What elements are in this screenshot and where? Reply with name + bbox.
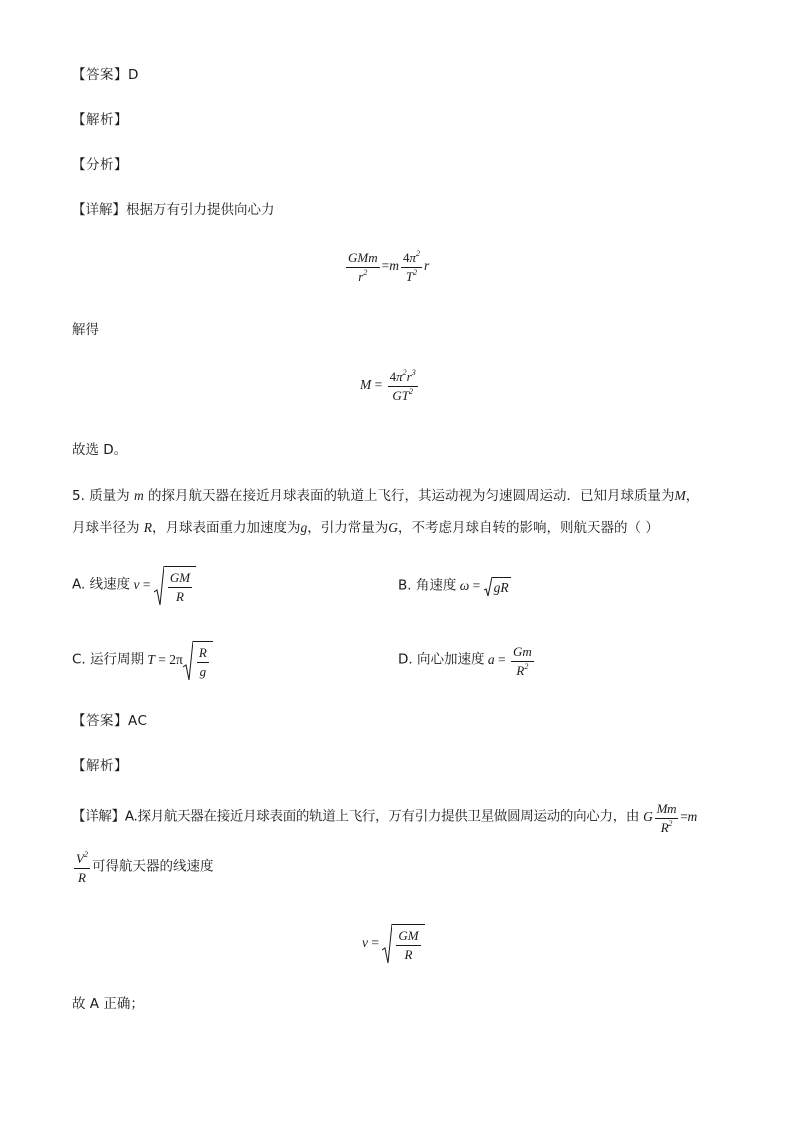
answer-value-2: AC (128, 713, 148, 729)
detail-text: 根据万有引力提供向心力 (126, 202, 275, 218)
option-b[interactable] (398, 577, 511, 597)
q5-text-2d: ，不考虑月球自转的影响，则航天器的（ ） (398, 520, 659, 536)
inline-formula-gmm: G $\frac{Mm}{R^2}$ =m (643, 801, 697, 835)
conclusion-text: 故 A 正确； (72, 996, 144, 1012)
answer-tag: 【答案】 (72, 67, 128, 83)
option-a-label: A. 线速度 (72, 576, 131, 593)
q5-var-m: m (133, 488, 144, 503)
equation-velocity: v = $\frac{GM}{R}$ (362, 924, 425, 964)
q5-text-1a: 质量为 (89, 488, 130, 504)
option-c-formula: T = 2π $\frac{R}{g}$ (144, 652, 213, 667)
equation-mass: M = $\frac{4\pi^2r^3}{GT^2}$ (360, 368, 416, 403)
option-a[interactable] (72, 566, 196, 606)
option-b-label: B. 角速度 (398, 577, 457, 594)
q5-text-1b: 的探月航天器在接近月球表面的轨道上飞行，其运动视为匀速圆周运动．已知月球质量为 (148, 488, 675, 504)
detail-line-1 (72, 204, 275, 218)
fenxi-tag: 【分析】 (72, 157, 128, 173)
after-text: 可得航天器的线速度 (91, 858, 214, 875)
answer-line-2 (72, 715, 147, 729)
answer-value: D (128, 67, 139, 83)
q5-var-M: M (674, 488, 686, 503)
detail-tag: 【详解】 (72, 202, 126, 218)
q5-comma: ， (685, 488, 700, 504)
answer-line-1 (72, 69, 139, 83)
answer-tag-2: 【答案】 (72, 713, 128, 729)
q5-text-2a: 月球半径为 (72, 520, 140, 536)
q5-text-2b: ，月球表面重力加速度为 (152, 520, 301, 536)
q5-var-g: g (300, 520, 308, 535)
q5-text-2c: ，引力常量为 (307, 520, 389, 536)
question-5-line-1 (72, 489, 699, 504)
detail-line-2 (72, 802, 697, 834)
equation-gravity-centripetal: $\frac{\text{GMm}}{r^2}$ =m $\frac{4\pi^2}{T^2}$ r (348, 249, 430, 284)
option-d[interactable] (398, 645, 536, 677)
option-b-formula: ω = gR (456, 578, 509, 596)
choose-text: 故选 D。 (72, 442, 128, 458)
question-5-line-2 (72, 521, 659, 536)
detail-text-2: A.探月航天器在接近月球表面的轨道上飞行，万有引力提供卫星做圆周运动的向心力，由 (124, 808, 640, 825)
inline-formula-v2r: $\frac{V^2}{R}$ (76, 850, 88, 885)
option-d-label: D. 向心加速度 (398, 651, 485, 668)
q5-var-G: G (388, 520, 399, 535)
detail-line-2b (72, 852, 213, 884)
option-c[interactable] (72, 641, 213, 681)
analysis-tag-2: 【解析】 (72, 758, 128, 774)
detail-tag-2: 【详解】 (72, 808, 125, 825)
option-d-formula: a = $\frac{Gm}{R^2}$ (484, 644, 532, 678)
solve-word: 解得 (72, 322, 99, 338)
analysis-tag: 【解析】 (72, 112, 128, 128)
option-a-formula: v = $\frac{GM}{R}$ (130, 577, 196, 592)
q5-var-R: R (143, 520, 153, 535)
question-number: 5. (72, 488, 85, 504)
option-c-label: C. 运行周期 (72, 651, 145, 668)
